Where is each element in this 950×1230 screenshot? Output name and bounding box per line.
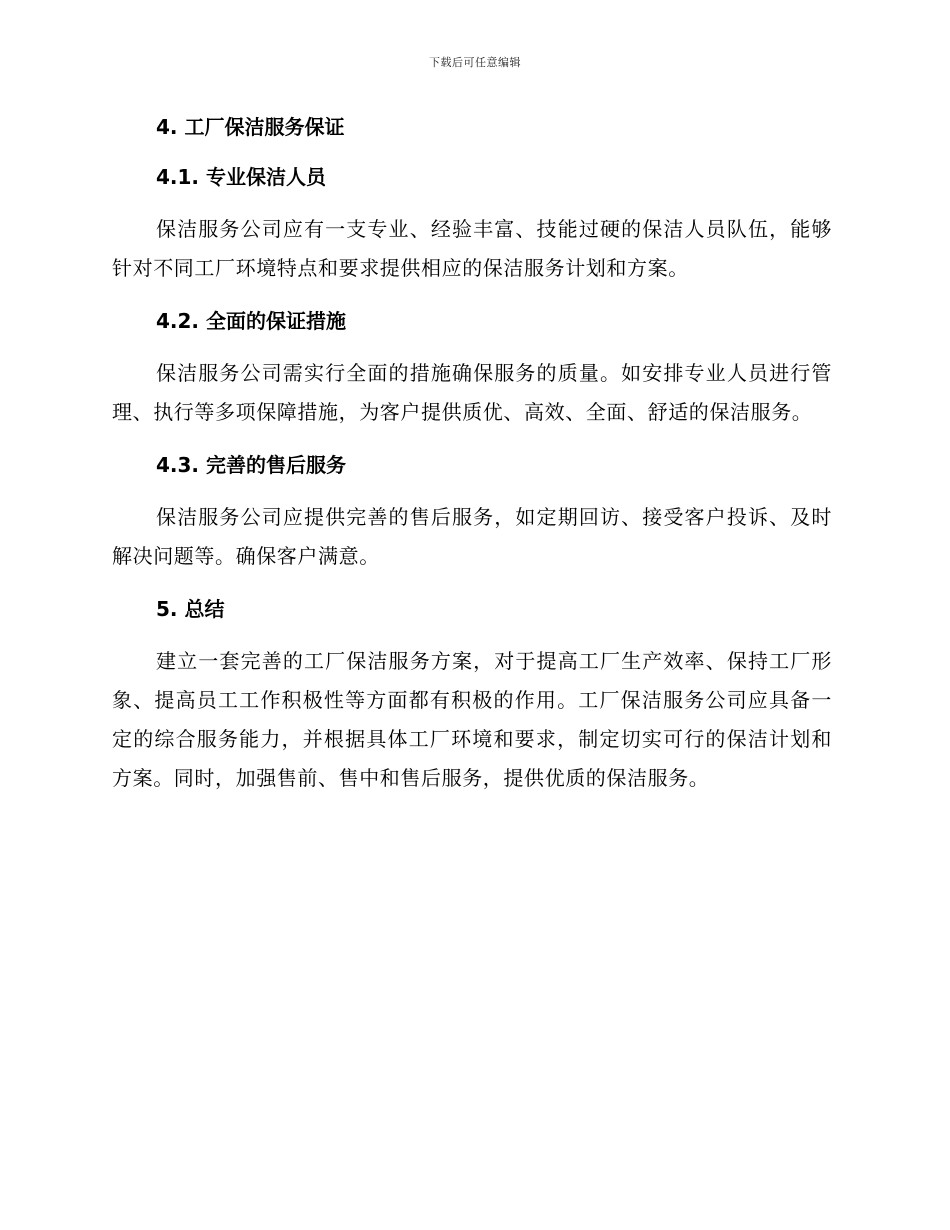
section-heading-4-3: 4.3. 完善的售后服务 — [156, 453, 346, 477]
page-header: 下载后可任意编辑 — [429, 56, 521, 69]
section-paragraph-4-1: 保洁服务公司应有一支专业、经验丰富、技能过硬的保洁人员队伍，能够针对不同工厂环境特点和要求提供相应的保洁服务计划和方案。 — [112, 217, 832, 280]
section-paragraph-5: 建立一套完善的工厂保洁服务方案，对于提高工厂生产效率、保持工厂形象、提高员工工作积极性等方面都有积极的作用。工厂保洁服务公司应具备一定的综合服务能力，并根据具体工厂环境和要求，制定切实可行的保洁计划和方案。同时，加强售前、售中和售后服务，提供优质的保洁服务。 — [112, 649, 832, 790]
section-heading-4-1: 4.1. 专业保洁人员 — [156, 165, 326, 189]
section-heading-5: 5. 总结 — [156, 597, 225, 621]
section-heading-4: 4. 工厂保洁服务保证 — [156, 115, 345, 139]
section-paragraph-4-2: 保洁服务公司需实行全面的措施确保服务的质量。如安排专业人员进行管理、执行等多项保障措施，为客户提供质优、高效、全面、舒适的保洁服务。 — [112, 361, 832, 424]
document-body — [112, 110, 832, 814]
section-paragraph-4-3: 保洁服务公司应提供完善的售后服务，如定期回访、接受客户投诉、及时解决问题等。确保客户满意。 — [112, 505, 832, 568]
section-heading-4-2: 4.2. 全面的保证措施 — [156, 309, 346, 333]
